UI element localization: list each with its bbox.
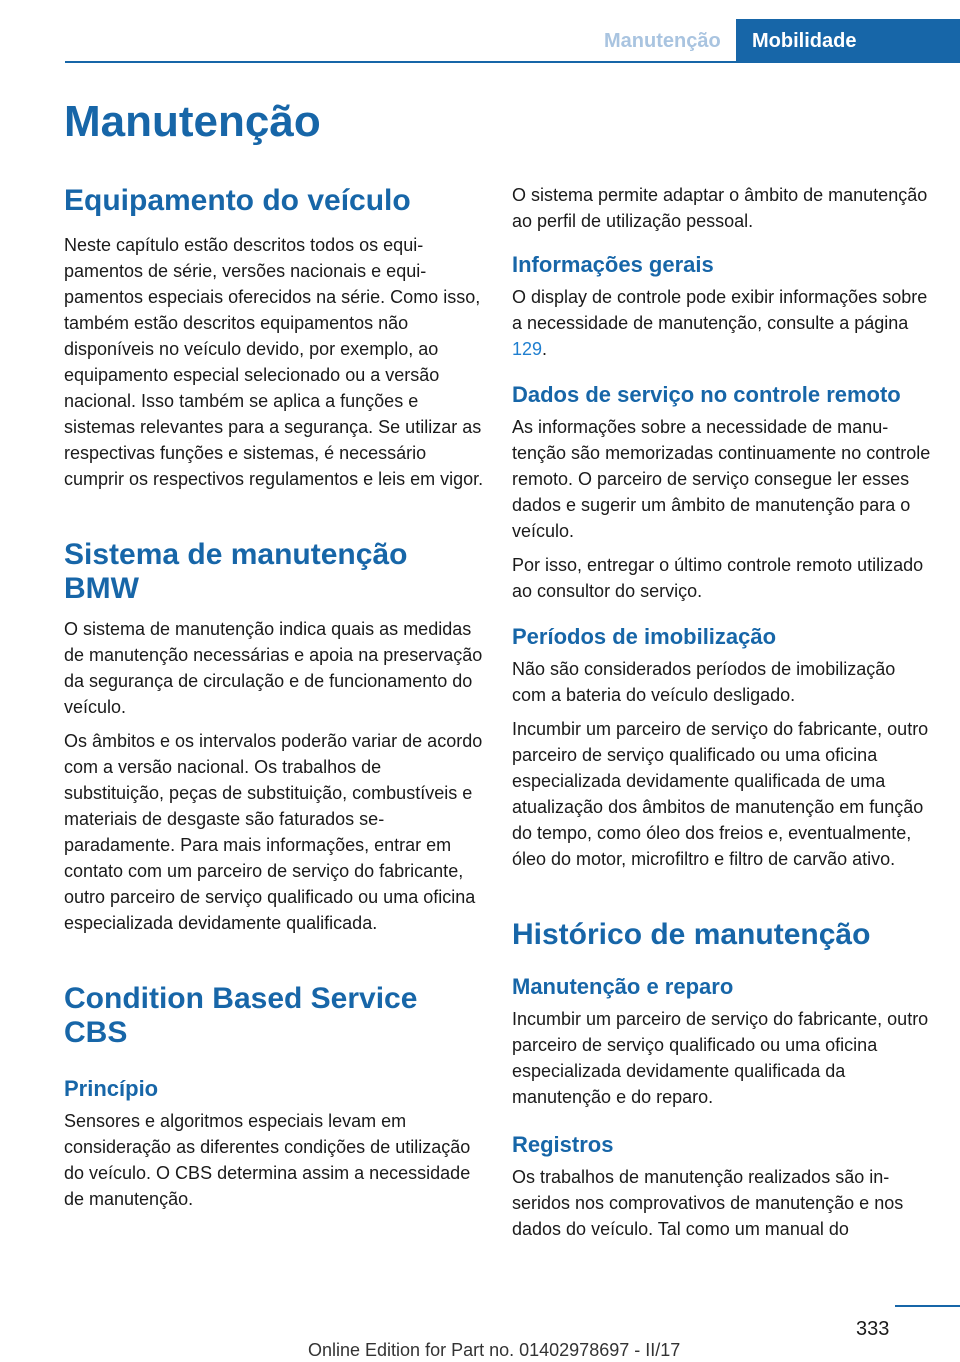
paragraph-manutencao-reparo: Incumbir um parceiro de serviço do fabricante, outro parceiro de serviço qualificado ou uma oficina especializada devidamente qualificada da manutenção e do reparo. [512, 1009, 929, 1107]
heading-manutencao-reparo: Manutenção e reparo [512, 974, 734, 999]
paragraph-informacoes-text: O display de controle pode exibir informações sobre a necessidade de manutenção, consulte a página [512, 287, 928, 333]
paragraph-informacoes-end: . [542, 339, 548, 359]
paragraph-principio: Sensores e algoritmos especiais levam em consideração as diferentes condições de utilização do veículo. O CBS determina assim a necessidade de manutenção. [64, 1111, 471, 1209]
paragraph-periodos-1: Não são considerados períodos de imobilização com a bateria do veículo desligado. [512, 659, 896, 705]
paragraph-periodos-2: Incumbir um parceiro de serviço do fabricante, outro parceiro de serviço qualificado ou uma oficina especializada devidamente qualificada de uma atualização dos âmbitos de manutenção em função do tempo, como óleo dos freios e, eventualmente, óleo do motor, microfiltro e filtro de carvão ativo. [512, 719, 929, 869]
page-reference-link[interactable]: 129 [512, 339, 543, 359]
heading-periodos-imobilizacao: Períodos de imobilização [512, 624, 777, 649]
footer-edition-text: Online Edition for Part no. 01402978697 - II/17 [308, 1340, 681, 1360]
paragraph-dados-2: Por isso, entregar o último controle remoto utilizado ao consultor do serviço. [512, 555, 924, 601]
right-column [512, 178, 932, 1242]
paragraph-dados-1: As informações sobre a necessidade de manutenção são memorizadas continuamente no controle remoto. O parceiro de serviço consegue ler esses dados e sugerir um âmbito de manutenção para o veículo. [512, 417, 931, 541]
header-chapter-label: Manutenção [604, 30, 721, 52]
heading-historico-manutencao: Histórico de manutenção [512, 918, 871, 951]
paragraph-equipamento: Neste capítulo estão descritos todos os equipamentos de série, versões nacionais e equipamentos especiais oferecidos na série. Como isso, também estão descritos equipamentos não disponíveis no veículo devido, por exemplo, ao equipamento especial selecionado ou a versão nacional. Isso também se aplica a funções e sistemas relevantes para a segurança. Se utilizar as respectivas funções e sistemas, é necessário cumprir os respectivos regulamentos e leis em vigor. [64, 235, 484, 489]
page-title: Manutenção [64, 97, 321, 146]
paragraph-adaptar: O sistema permite adaptar o âmbito de manutenção ao perfil de utilização pessoal. [512, 185, 928, 231]
heading-equipamento: Equipamento do veículo [64, 184, 411, 217]
footer-divider [895, 1305, 960, 1307]
heading-informacoes-gerais: Informações gerais [512, 252, 714, 277]
heading-sistema-manutencao: Sistema de manutenção BMW [64, 538, 408, 605]
header-divider [65, 61, 960, 63]
heading-cbs: Condition Based Service CBS [64, 982, 418, 1049]
paragraph-informacoes-gerais [512, 284, 932, 362]
paragraph-registros: Os trabalhos de manutenção realizados são inseridos nos comprovativos de manutenção e nos dados do veículo. Tal como um manual do [512, 1167, 904, 1239]
heading-principio: Princípio [64, 1076, 159, 1101]
heading-registros: Registros [512, 1132, 614, 1157]
header-section-tab [736, 19, 960, 63]
heading-dados-servico: Dados de serviço no controle remoto [512, 382, 901, 407]
left-column [64, 178, 484, 1212]
paragraph-sistema-2: Os âmbitos e os intervalos poderão variar de acordo com a versão nacional. Os trabalhos de substituição, peças de substituição, combustíveis e materiais de desgaste são faturados separadamente. Para mais informações, entrar em contato com um parceiro de serviço do fabricante, outro parceiro de serviço qualificado ou uma oficina especializada devidamente qualificada. [64, 731, 483, 933]
page-number: 333 [856, 1318, 890, 1340]
page-header [0, 0, 960, 62]
paragraph-sistema-1: O sistema de manutenção indica quais as medidas de manutenção necessárias e apoia na preservação da segurança de circulação e de funcionamento do veículo. [64, 619, 483, 717]
header-section-label: Mobilidade [752, 30, 857, 52]
